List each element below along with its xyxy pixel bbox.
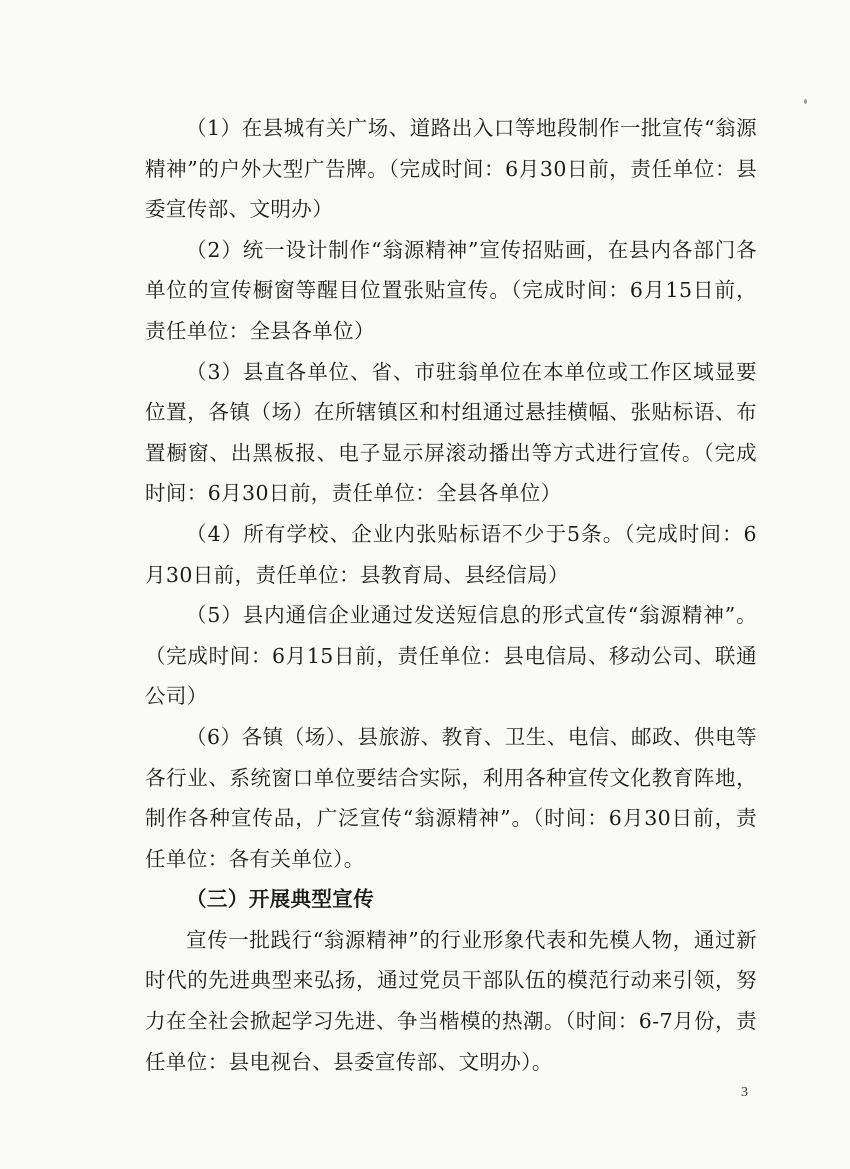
paragraph-item-2: （2）统一设计制作“翁源精神”宣传招贴画，在县内各部门各单位的宣传橱窗等醒目位置张贴宣传。（完成时间：6月15日前，责任单位：全县各单位） — [145, 237, 757, 343]
closing-paragraph: 宣传一批践行“翁源精神”的行业形象代表和先模人物，通过新时代的先进典型来弘扬，通过党员干部队伍的模范行动来引领，努力在全社会掀起学习先进、争当楷模的热潮。（时间：6-7月份，责任单位：县电视台、县委宣传部、文明办）。 — [145, 927, 757, 1074]
page-number: 3 — [741, 1085, 748, 1100]
paragraph-item-5: （5）县内通信企业通过发送短信息的形式宣传“翁源精神”。（完成时间：6月15日前，责任单位：县电信局、移动公司、联通公司） — [145, 603, 757, 709]
document-body — [145, 108, 757, 1082]
paragraph-item-6: （6）各镇（场）、县旅游、教育、卫生、电信、邮政、供电等各行业、系统窗口单位要结合实际，利用各种宣传文化教育阵地，制作各种宣传品，广泛宣传“翁源精神”。（时间：6月30日前，责任单位：各有关单位）。 — [145, 724, 757, 871]
paragraph-item-3: （3）县直各单位、省、市驻翁单位在本单位或工作区域显要位置，各镇（场）在所辖镇区和村组通过悬挂横幅、张贴标语、布置橱窗、出黑板报、电子显示屏滚动播出等方式进行宣传。（完成时间：6月30日前，责任单位：全县各单位） — [145, 359, 757, 506]
scan-speck — [804, 99, 807, 104]
section-heading: （三）开展典型宣传 — [186, 887, 375, 912]
paragraph-item-4: （4）所有学校、企业内张贴标语不少于5条。（完成时间：6月30日前，责任单位：县教育局、县经信局） — [145, 521, 757, 587]
paragraph-item-1: （1）在县城有关广场、道路出入口等地段制作一批宣传“翁源精神”的户外大型广告牌。（完成时间：6月30日前，责任单位：县委宣传部、文明办） — [145, 116, 757, 222]
